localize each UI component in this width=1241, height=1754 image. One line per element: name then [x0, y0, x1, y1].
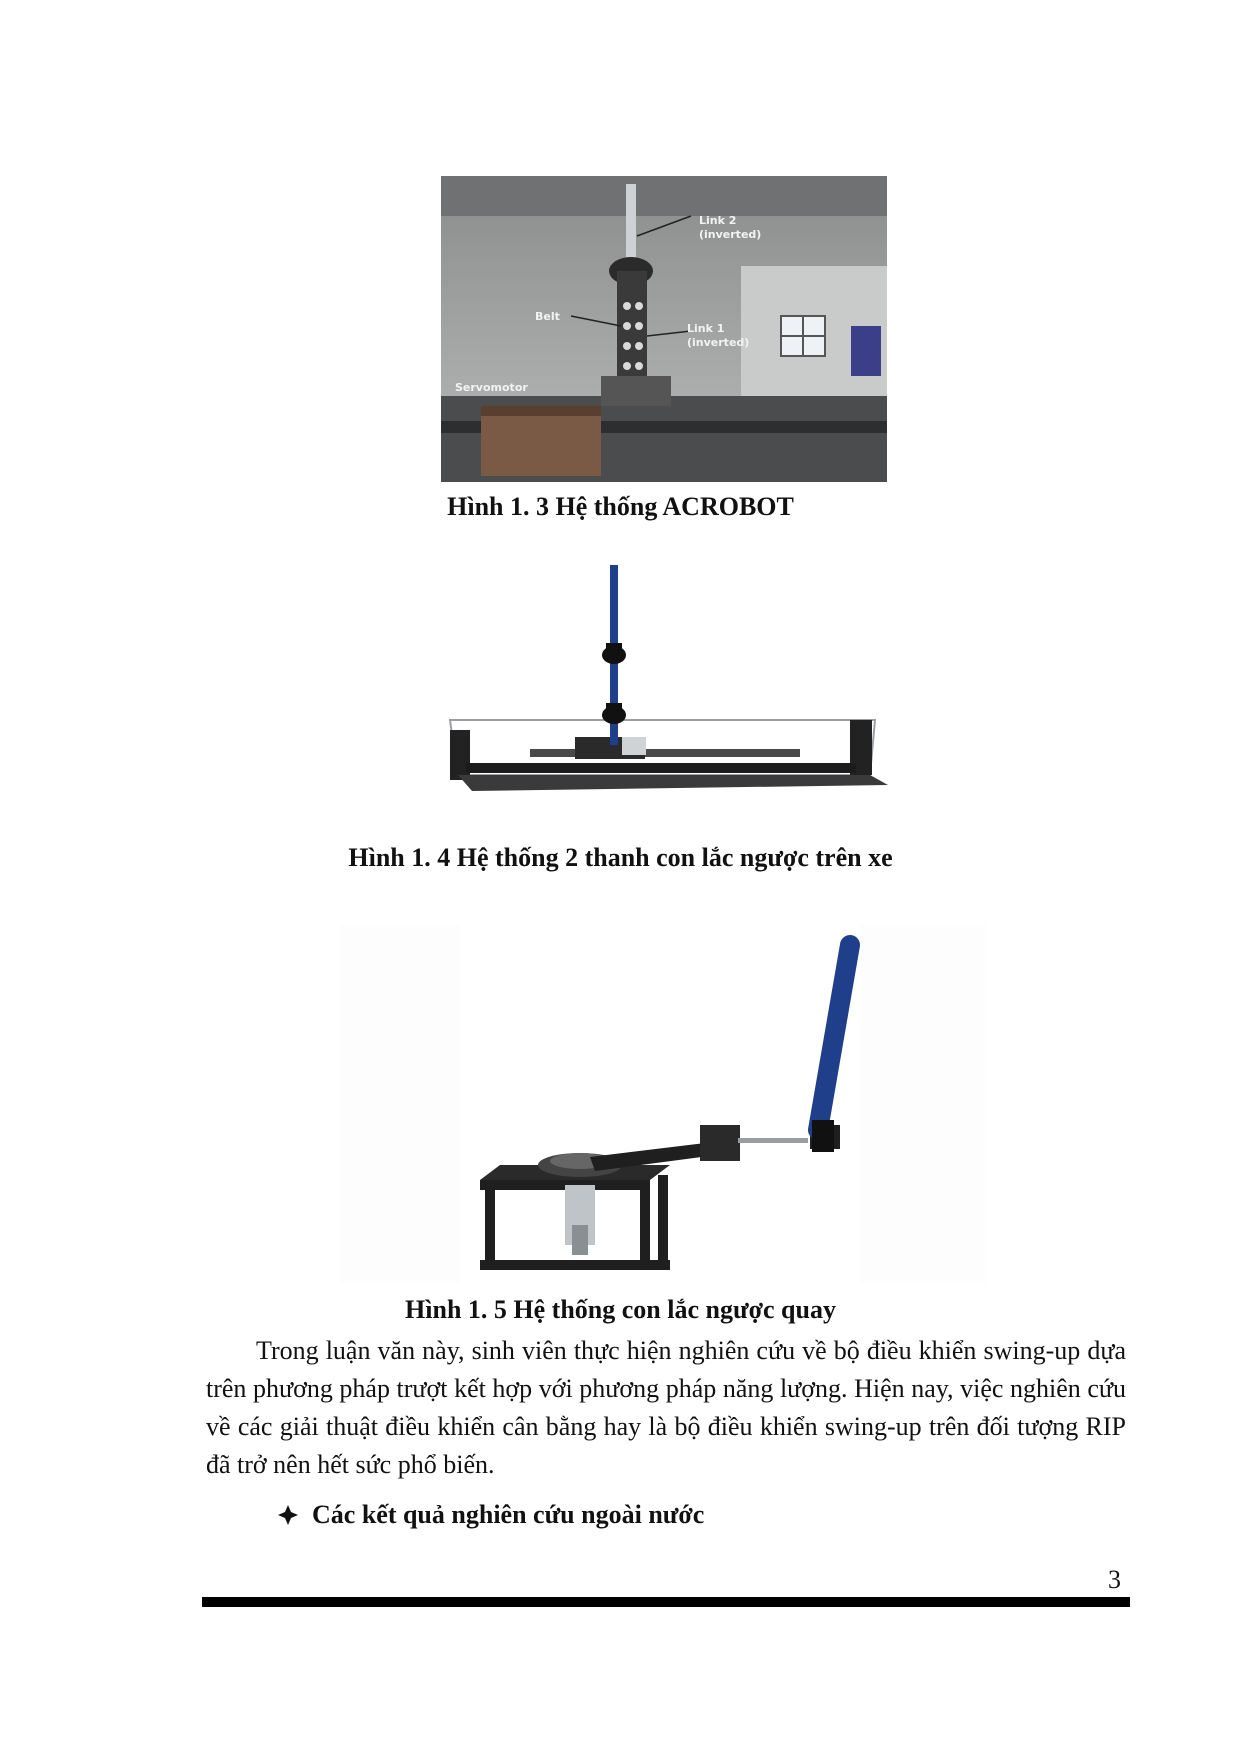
acrobot-photo	[441, 176, 887, 482]
section-heading: Các kết quả nghiên cứu ngoài nước	[312, 1500, 705, 1529]
figure-caption-1-5: Hình 1. 5 Hệ thống con lắc ngược quay	[405, 1295, 836, 1324]
servomotor-label: Servomotor	[455, 381, 528, 394]
page-number: 3	[1108, 1565, 1121, 1594]
footer-rule	[202, 1597, 1130, 1607]
link1-sub-label: (inverted)	[687, 336, 750, 349]
link2-sub-label: (inverted)	[699, 228, 762, 241]
cart-pendulum-photo	[410, 535, 925, 835]
paragraph-text: Trong luận văn này, sinh viên thực hiện nghiên cứu về bộ điều khiển swing-up dựa trên phương pháp trượt kết hợp với phương pháp năng lượng. Hiện nay, việc nghiên cứu về các giải thuật điều khiển cân bằng hay là bộ điều khiển swing-up trên đối tượng RIP đã trở nên hết sức phổ biến.	[206, 1336, 1126, 1479]
body-paragraph	[206, 1332, 1126, 1484]
section-bullet	[278, 1500, 704, 1530]
belt-label: Belt	[535, 310, 560, 323]
rotary-pendulum-photo	[340, 925, 986, 1283]
link1-label: Link 1	[687, 322, 725, 335]
link2-label: Link 2	[699, 214, 737, 227]
diamond-bullet-icon	[278, 1505, 298, 1525]
figure-caption-1-4: Hình 1. 4 Hệ thống 2 thanh con lắc ngược trên xe	[348, 843, 893, 872]
figure-caption-1-3: Hình 1. 3 Hệ thống ACROBOT	[447, 492, 794, 521]
